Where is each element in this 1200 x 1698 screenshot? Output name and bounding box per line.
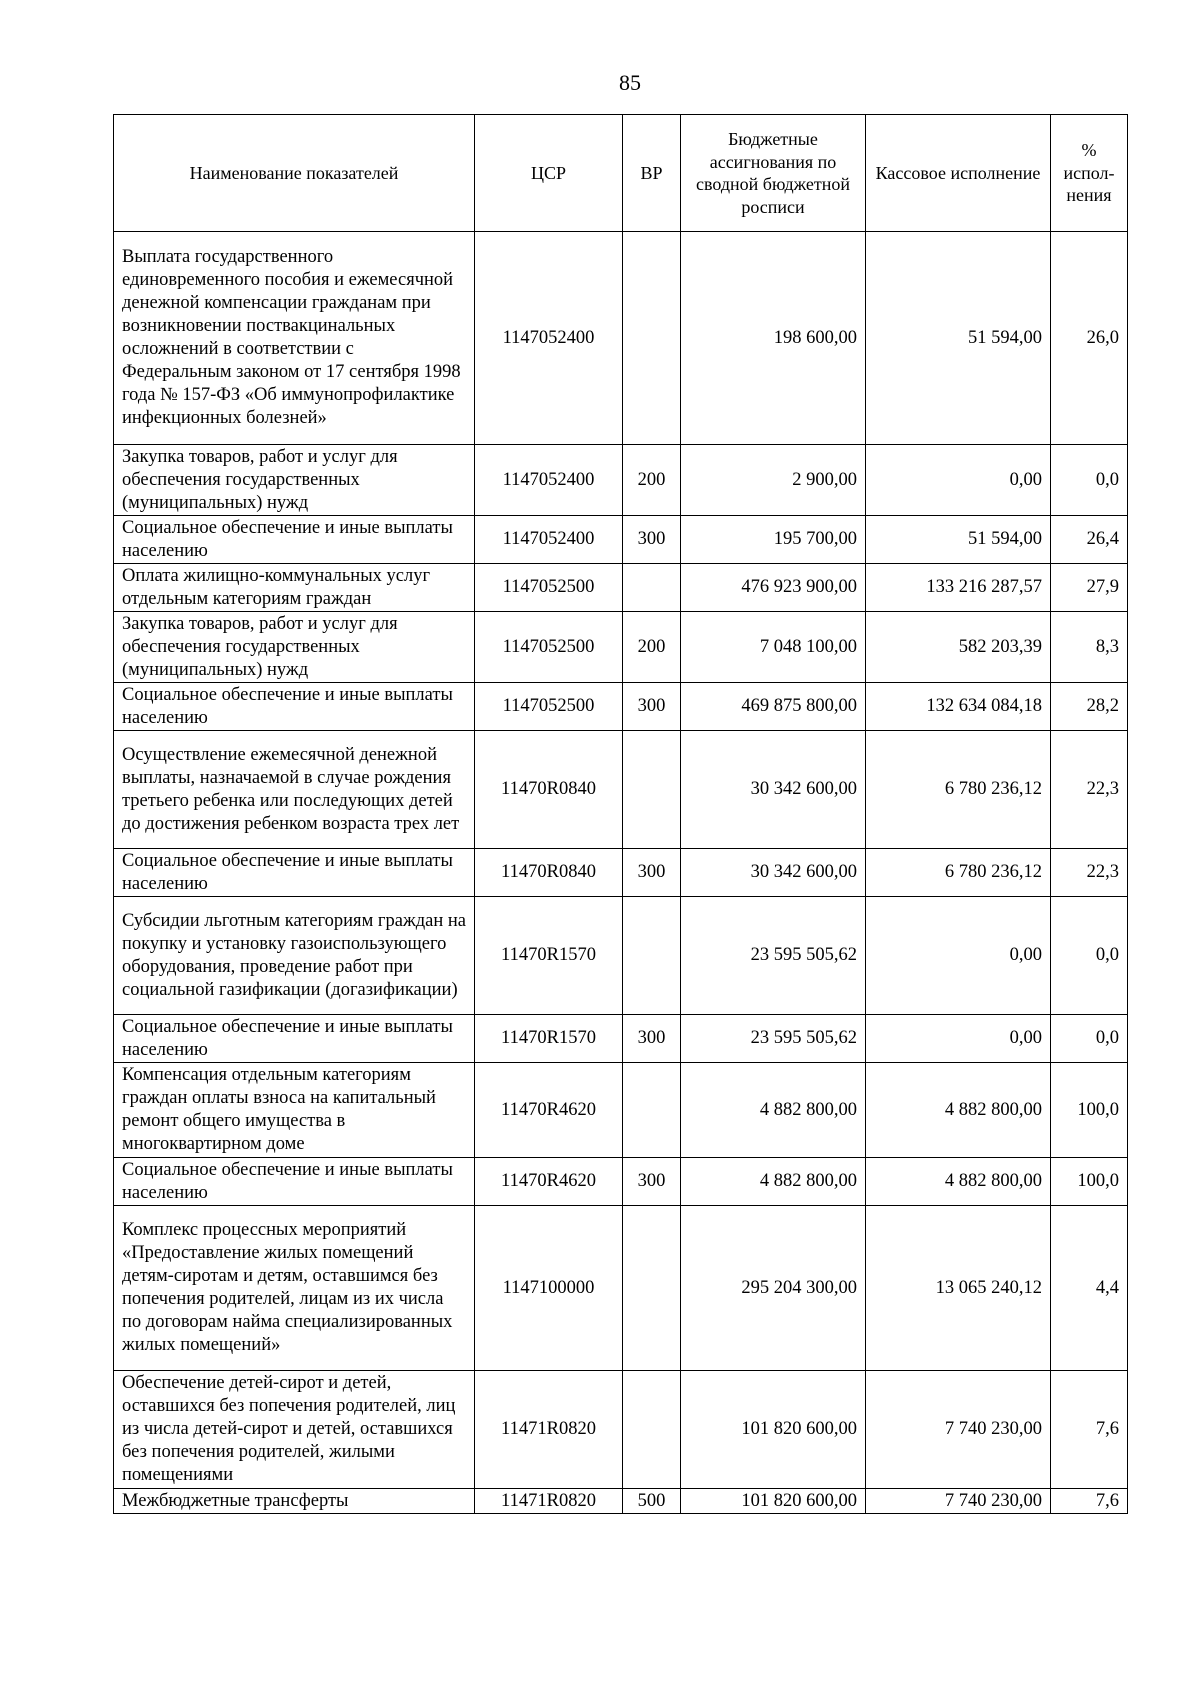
table-row [114, 683, 1128, 731]
row-percent: 27,9 [1051, 564, 1128, 612]
row-execution: 582 203,39 [866, 612, 1051, 683]
header-vr: ВР [623, 115, 681, 232]
table-row [114, 1371, 1128, 1489]
row-name: Компенсация отдельным категориям граждан оплаты взноса на капитальный ремонт общего имущества в многоквартирном доме [114, 1063, 475, 1158]
row-budget: 2 900,00 [681, 445, 866, 516]
header-name: Наименование показателей [114, 115, 475, 232]
row-budget: 4 882 800,00 [681, 1063, 866, 1158]
row-execution: 4 882 800,00 [866, 1063, 1051, 1158]
row-percent: 26,0 [1051, 232, 1128, 445]
row-budget: 295 204 300,00 [681, 1206, 866, 1371]
row-name: Комплекс процессных мероприятий «Предоставление жилых помещений детям-сиротам и детям, оставшимся без попечения родителей, лицам из их числа по договорам найма специализированных жилых помещений» [114, 1206, 475, 1371]
row-budget: 7 048 100,00 [681, 612, 866, 683]
row-name: Межбюджетные трансферты [114, 1489, 475, 1514]
row-execution: 133 216 287,57 [866, 564, 1051, 612]
row-percent: 100,0 [1051, 1063, 1128, 1158]
row-name: Закупка товаров, работ и услуг для обеспечения государственных (муниципальных) нужд [114, 445, 475, 516]
table-row [114, 1206, 1128, 1371]
row-execution: 132 634 084,18 [866, 683, 1051, 731]
row-percent: 28,2 [1051, 683, 1128, 731]
row-budget: 101 820 600,00 [681, 1489, 866, 1514]
table-row [114, 1489, 1128, 1514]
table-row [114, 897, 1128, 1015]
row-percent: 22,3 [1051, 731, 1128, 849]
row-vr [623, 232, 681, 445]
row-execution: 7 740 230,00 [866, 1371, 1051, 1489]
row-vr [623, 564, 681, 612]
row-execution: 51 594,00 [866, 232, 1051, 445]
row-csr: 1147100000 [475, 1206, 623, 1371]
row-budget: 23 595 505,62 [681, 897, 866, 1015]
row-execution: 51 594,00 [866, 516, 1051, 564]
row-budget: 476 923 900,00 [681, 564, 866, 612]
row-percent: 0,0 [1051, 1015, 1128, 1063]
page-number: 85 [619, 70, 641, 95]
row-percent: 7,6 [1051, 1489, 1128, 1514]
row-percent: 4,4 [1051, 1206, 1128, 1371]
table-row [114, 1063, 1128, 1158]
row-vr: 300 [623, 1158, 681, 1206]
row-vr [623, 731, 681, 849]
table-row [114, 232, 1128, 445]
table-row [114, 731, 1128, 849]
row-csr: 1147052400 [475, 516, 623, 564]
row-vr: 200 [623, 445, 681, 516]
row-name: Обеспечение детей-сирот и детей, оставшихся без попечения родителей, лиц из числа детей-сирот и детей, оставшихся без попечения родителей, жилыми помещениями [114, 1371, 475, 1489]
row-csr: 1147052400 [475, 445, 623, 516]
table-row [114, 564, 1128, 612]
row-vr [623, 1063, 681, 1158]
table-row [114, 516, 1128, 564]
row-execution: 4 882 800,00 [866, 1158, 1051, 1206]
row-vr: 300 [623, 1015, 681, 1063]
header-percent: % испол-нения [1051, 115, 1128, 232]
table-row [114, 612, 1128, 683]
row-csr: 11470R0840 [475, 731, 623, 849]
row-percent: 8,3 [1051, 612, 1128, 683]
row-csr: 1147052500 [475, 612, 623, 683]
budget-execution-table [113, 114, 1128, 1514]
row-vr [623, 897, 681, 1015]
row-execution: 6 780 236,12 [866, 731, 1051, 849]
row-vr [623, 1371, 681, 1489]
row-percent: 26,4 [1051, 516, 1128, 564]
row-percent: 100,0 [1051, 1158, 1128, 1206]
row-csr: 11470R1570 [475, 1015, 623, 1063]
row-name: Социальное обеспечение и иные выплаты населению [114, 849, 475, 897]
row-vr: 300 [623, 683, 681, 731]
row-vr: 300 [623, 516, 681, 564]
row-name: Социальное обеспечение и иные выплаты населению [114, 516, 475, 564]
row-budget: 30 342 600,00 [681, 849, 866, 897]
row-budget: 101 820 600,00 [681, 1371, 866, 1489]
header-budget: Бюджетные ассигнования по сводной бюджетной росписи [681, 115, 866, 232]
row-csr: 11471R0820 [475, 1371, 623, 1489]
row-percent: 22,3 [1051, 849, 1128, 897]
row-csr: 11470R0840 [475, 849, 623, 897]
row-budget: 195 700,00 [681, 516, 866, 564]
row-budget: 4 882 800,00 [681, 1158, 866, 1206]
row-percent: 7,6 [1051, 1371, 1128, 1489]
row-budget: 469 875 800,00 [681, 683, 866, 731]
row-execution: 0,00 [866, 445, 1051, 516]
row-execution: 6 780 236,12 [866, 849, 1051, 897]
row-name: Социальное обеспечение и иные выплаты населению [114, 683, 475, 731]
row-percent: 0,0 [1051, 445, 1128, 516]
table-row [114, 445, 1128, 516]
row-name: Выплата государственного единовременного пособия и ежемесячной денежной компенсации гражданам при возникновении поствакцинальных осложнений в соответствии с Федеральным законом от 17 сентября 1998 года № 157-ФЗ «Об иммунопрофилактике инфекционных болезней» [114, 232, 475, 445]
row-name: Социальное обеспечение и иные выплаты населению [114, 1158, 475, 1206]
row-budget: 23 595 505,62 [681, 1015, 866, 1063]
header-csr: ЦСР [475, 115, 623, 232]
row-csr: 1147052500 [475, 683, 623, 731]
row-vr [623, 1206, 681, 1371]
row-execution: 13 065 240,12 [866, 1206, 1051, 1371]
row-csr: 1147052500 [475, 564, 623, 612]
table-row [114, 1015, 1128, 1063]
row-name: Социальное обеспечение и иные выплаты населению [114, 1015, 475, 1063]
row-csr: 11471R0820 [475, 1489, 623, 1514]
row-execution: 0,00 [866, 897, 1051, 1015]
row-csr: 1147052400 [475, 232, 623, 445]
row-name: Оплата жилищно-коммунальных услуг отдельным категориям граждан [114, 564, 475, 612]
table-row [114, 849, 1128, 897]
row-vr: 200 [623, 612, 681, 683]
row-execution: 7 740 230,00 [866, 1489, 1051, 1514]
row-vr: 500 [623, 1489, 681, 1514]
row-name: Закупка товаров, работ и услуг для обеспечения государственных (муниципальных) нужд [114, 612, 475, 683]
row-vr: 300 [623, 849, 681, 897]
row-budget: 30 342 600,00 [681, 731, 866, 849]
table-row [114, 1158, 1128, 1206]
row-percent: 0,0 [1051, 897, 1128, 1015]
header-execution: Кассовое исполнение [866, 115, 1051, 232]
row-csr: 11470R1570 [475, 897, 623, 1015]
table-header-row [114, 115, 1128, 232]
row-execution: 0,00 [866, 1015, 1051, 1063]
row-name: Осуществление ежемесячной денежной выплаты, назначаемой в случае рождения третьего ребенка или последующих детей до достижения ребенком возраста трех лет [114, 731, 475, 849]
row-csr: 11470R4620 [475, 1158, 623, 1206]
row-budget: 198 600,00 [681, 232, 866, 445]
row-csr: 11470R4620 [475, 1063, 623, 1158]
row-name: Субсидии льготным категориям граждан на покупку и установку газоиспользующего оборудования, проведение работ при социальной газификации (догазификации) [114, 897, 475, 1015]
